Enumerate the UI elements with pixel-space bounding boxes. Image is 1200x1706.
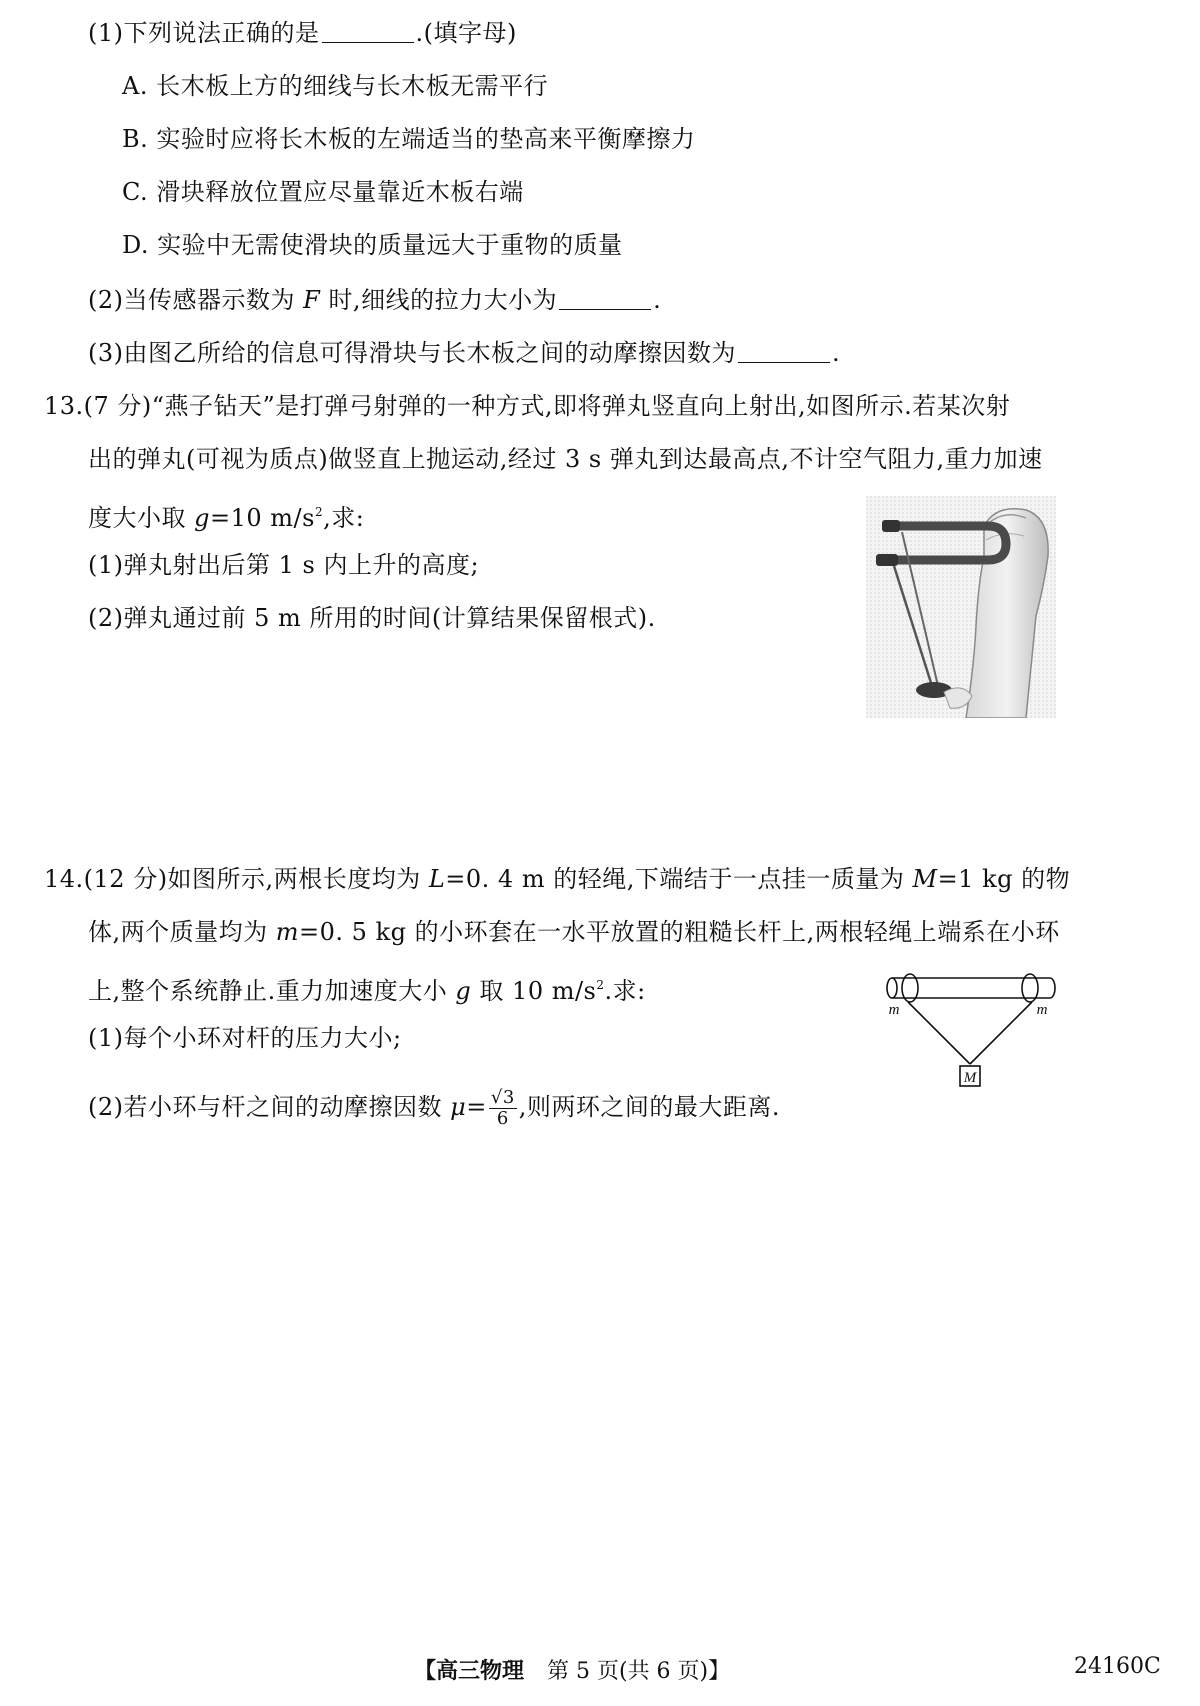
rings-rod-diagram [884,972,1060,1096]
page-footer [414,1654,730,1685]
q14-sub2-suffix: ,则两环之间的最大距离. [518,1093,781,1121]
q14-var-big-m: M [912,865,938,893]
q12-sub2-suffix: . [653,286,662,314]
q14-line2-prefix: 体,两个质量均为 [88,918,268,946]
q12-sub1-suffix: .(填字母) [415,19,517,47]
q12-sub2 [88,283,661,317]
q12-option-b: B. 实验时应将长木板的左端适当的垫高来平衡摩擦力 [122,125,696,153]
q13-line3-prefix: 度大小取 [88,504,186,532]
q13-sub1: (1)弹丸射出后第 1 s 内上升的高度; [88,551,480,579]
q14-stem-line1 [44,862,1070,896]
rings-rod-figure [884,972,1060,1096]
q14-var-small-m: m [275,918,300,946]
ring-left-label: m [888,1002,900,1018]
q14-line2-suffix: =0. 5 kg 的小环套在一水平放置的粗糙长杆上,两根轻绳上端系在小环 [299,918,1060,946]
q14-var-l: L [428,865,446,893]
q12-sub1 [88,16,517,50]
q14-mu-equals: = [466,1093,487,1121]
q14-line3-suffix: .求: [604,977,646,1005]
answer-blank[interactable] [559,285,651,310]
q14-stem-line3 [88,968,646,1008]
q13-stem-line3 [88,495,364,535]
q14-l-value: =0. 4 m 的轻绳,下端结于一点挂一质量为 [445,865,905,893]
q14-var-g: g [455,977,472,1005]
q12-option-c: C. 滑块释放位置应尽量靠近木板右端 [122,178,524,206]
footer-subject: 【高三物理 [414,1658,525,1684]
q13-line3-suffix: ,求: [323,504,365,532]
q12-sub2-var: F [303,286,321,314]
mass-label: M [963,1070,977,1086]
q12-sub3 [88,336,840,370]
q13-var-g: g [194,504,211,532]
q13-stem-line1: 13.(7 分)“燕子钻天”是打弹弓射弹的一种方式,即将弹丸竖直向上射出,如图所示.若某次射 [44,392,1011,420]
q14-var-mu: μ [450,1093,467,1121]
q12-sub3-suffix: . [832,339,841,367]
slingshot-figure [866,496,1056,718]
answer-blank[interactable] [322,18,414,43]
q14-stem-line2 [88,915,1060,949]
q12-option-d: D. 实验中无需使滑块的质量远大于重物的质量 [122,231,623,259]
q14-g-exponent: 2 [596,978,605,992]
q13-stem-line2: 出的弹丸(可视为质点)做竖直上抛运动,经过 3 s 弹丸到达最高点,不计空气阻力,重力加速 [88,445,1043,473]
q14-sub2-prefix: (2)若小环与杆之间的动摩擦因数 [88,1093,442,1121]
q12-sub1-prefix: (1)下列说法正确的是 [88,19,320,47]
q14-sub1: (1)每个小环对杆的压力大小; [88,1024,402,1052]
q13-sub2: (2)弹丸通过前 5 m 所用的时间(计算结果保留根式). [88,604,656,632]
q12-sub3-prefix: (3)由图乙所给的信息可得滑块与长木板之间的动摩擦因数为 [88,339,736,367]
footer-page-number: 第 5 页(共 6 页)】 [547,1659,731,1684]
answer-blank[interactable] [738,338,830,363]
q12-option-a: A. 长木板上方的细线与长木板无需平行 [122,72,549,100]
q14-g-value: 取 10 m/s [479,977,597,1005]
q14-big-m-value: =1 kg 的物 [937,865,1071,893]
q13-g-value: =10 m/s [210,504,315,532]
fraction-denominator: 6 [496,1108,509,1129]
q14-sub2 [88,1088,780,1129]
slingshot-photo [866,496,1056,718]
footer-code: 24160C [1074,1654,1161,1679]
q12-sub2-mid: 时,细线的拉力大小为 [328,286,558,314]
fraction-numerator: √3 [490,1087,515,1108]
q13-g-exponent: 2 [314,505,324,519]
q12-sub2-prefix: (2)当传感器示数为 [88,286,295,314]
ring-right-label: m [1036,1002,1048,1018]
q14-line3-prefix: 上,整个系统静止.重力加速度大小 [88,977,448,1005]
q14-line1-prefix: 14.(12 分)如图所示,两根长度均为 [44,865,421,893]
q14-mu-fraction [489,1088,517,1129]
